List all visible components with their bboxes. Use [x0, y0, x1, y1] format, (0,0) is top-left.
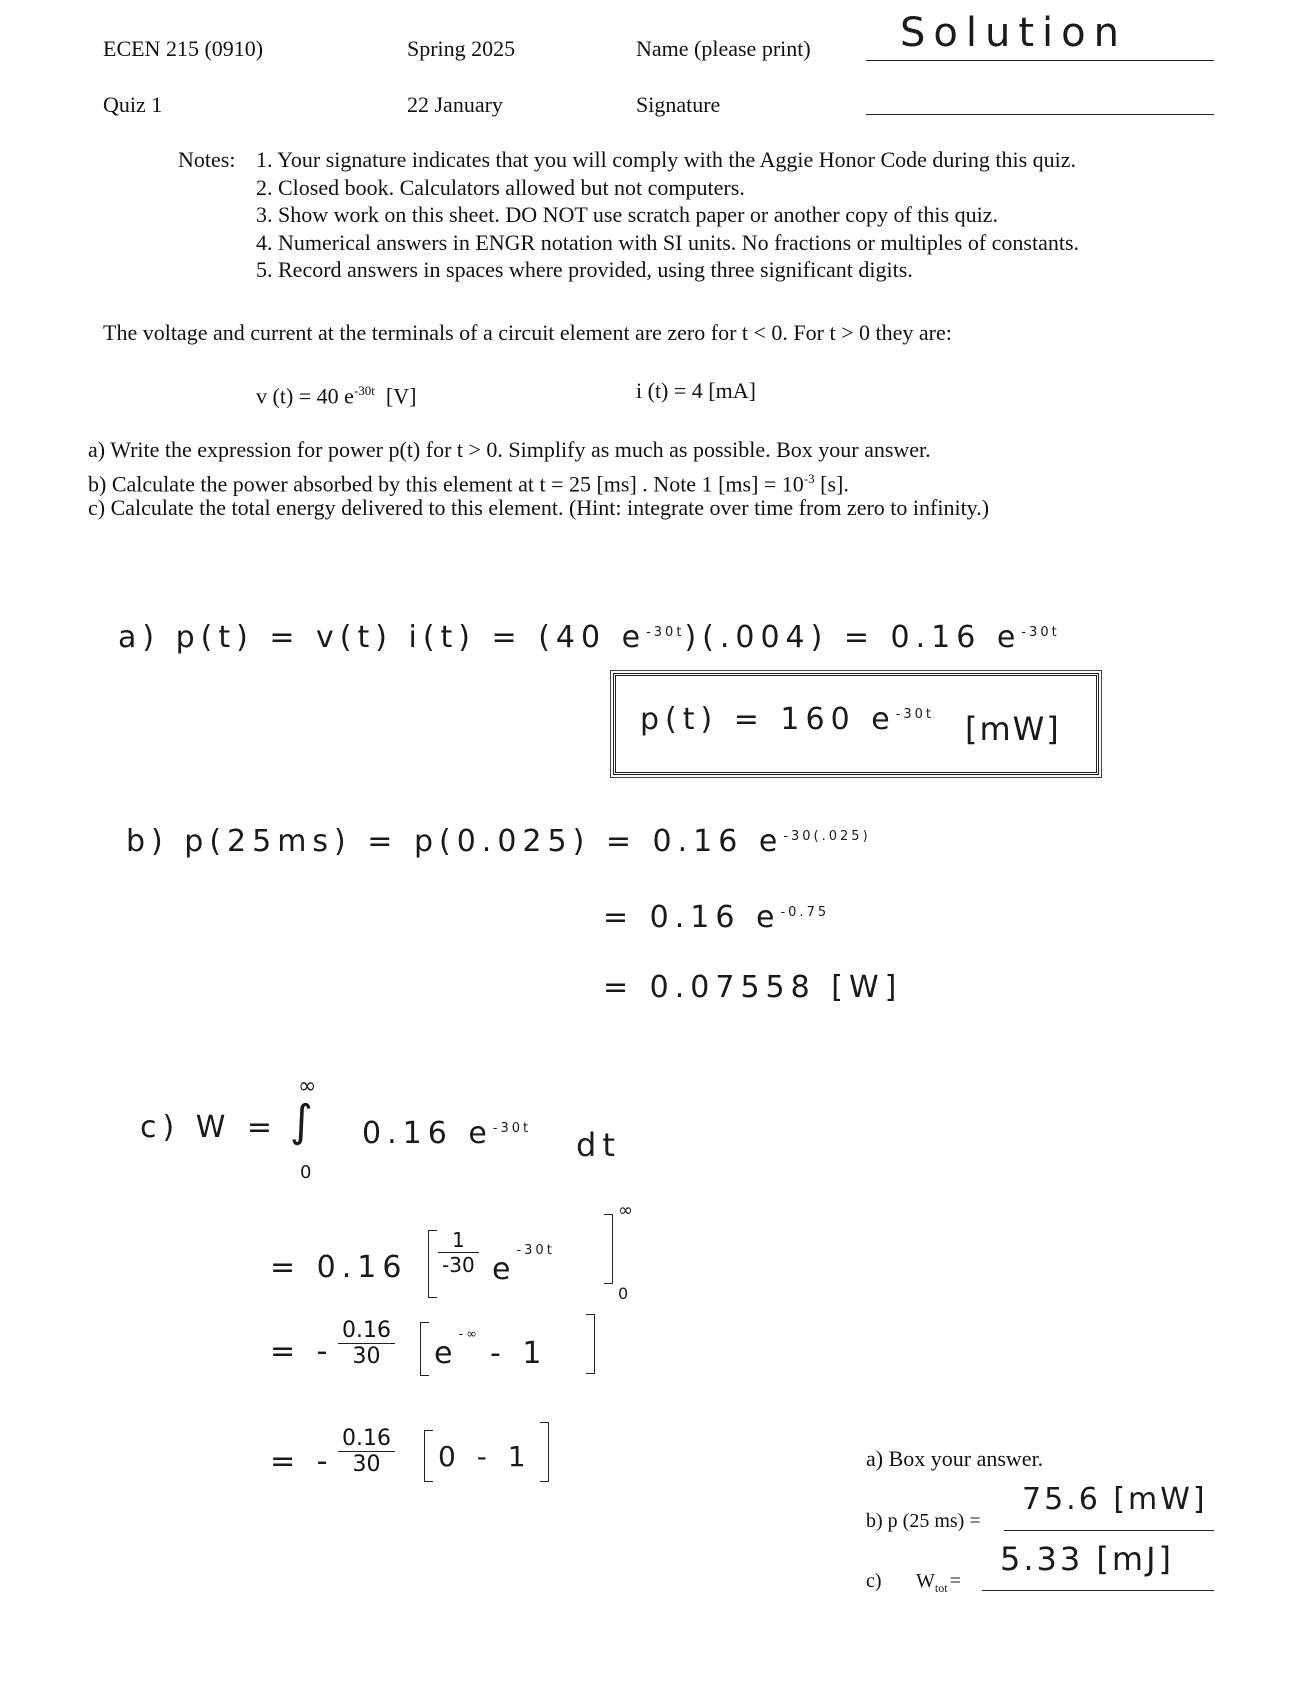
- work-a-exp: -30t: [646, 625, 685, 640]
- work-b-line1: [126, 824, 871, 859]
- note-item: 1. Your signature indicates that you will comply with the Aggie Honor Code during this quiz.: [256, 147, 1077, 172]
- integral-sign: ∫: [290, 1096, 313, 1147]
- answer-b-line: [1004, 1530, 1214, 1531]
- work-c-line2-pre: = 0.16: [270, 1250, 408, 1285]
- answer-a-label: a) Box your answer.: [866, 1446, 1044, 1471]
- voltage-base: v (t) = 40 e: [256, 383, 354, 409]
- work-b-line2-exp: -0.75: [780, 905, 830, 920]
- work-b-lhs: b) p(25ms) = p(0.025) = 0.16 e: [126, 824, 784, 859]
- work-a-lhs: a) p(t) = v(t) i(t) = (40 e: [118, 620, 647, 655]
- work-a-mid: )(.004) = 0.16 e: [684, 620, 1022, 655]
- work-c-line4-body: 0 - 1: [438, 1440, 532, 1473]
- part-b-post: [s].: [814, 471, 849, 497]
- signature-label: Signature: [636, 92, 721, 117]
- quiz-number: Quiz 1: [103, 92, 163, 117]
- course-code: ECEN 215 (0910): [103, 36, 264, 61]
- work-c-line3-pre: = -: [270, 1334, 334, 1369]
- work-b-line2-base: = 0.16 e: [603, 900, 781, 935]
- note-item: 5. Record answers in spaces where provided, using three significant digits.: [256, 257, 913, 282]
- work-c-line2-e: [492, 1243, 555, 1287]
- work-c-integrand-exp: -30t: [492, 1121, 532, 1136]
- integral-upper-limit: ∞: [298, 1074, 317, 1099]
- work-c-line3-body: [434, 1327, 548, 1371]
- notes-list: [256, 146, 1079, 284]
- work-c-line2-upper: ∞: [618, 1200, 633, 1221]
- answer-c-w: W: [916, 1570, 935, 1592]
- work-c-line3-tail: - 1: [490, 1336, 548, 1371]
- semester: Spring 2025: [407, 36, 516, 61]
- answer-c-equals: =: [949, 1570, 961, 1592]
- answer-b-label: b) p (25 ms) =: [866, 1510, 981, 1532]
- answer-c-label: c): [866, 1570, 882, 1592]
- name-value: Solution: [900, 10, 1127, 56]
- part-b-exponent: -3: [803, 471, 815, 486]
- current-expression: i (t) = 4 [mA]: [636, 378, 756, 403]
- work-c-line2-fraction: [438, 1228, 479, 1277]
- part-b-text: [88, 466, 849, 497]
- work-a-boxed: [640, 702, 934, 737]
- quiz-date: 22 January: [407, 92, 503, 117]
- integral-lower-limit: 0: [300, 1162, 312, 1183]
- work-c-line3-den: 30: [352, 1344, 381, 1369]
- answer-c-variable: [916, 1568, 961, 1601]
- work-c-line4-den: 30: [352, 1452, 381, 1477]
- work-c-line3-e: e: [434, 1336, 459, 1371]
- work-c-line4-num: 0.16: [338, 1426, 395, 1452]
- part-b-pre: b) Calculate the power absorbed by this element at t = 25 [ms] . Note 1 [ms] = 10: [88, 471, 804, 497]
- work-b-line3: = 0.07558 [W]: [603, 970, 903, 1005]
- work-c-line2-bracket-left: [428, 1230, 437, 1298]
- note-item: 3. Show work on this sheet. DO NOT use scratch paper or another copy of this quiz.: [256, 202, 998, 227]
- answer-c-line: [982, 1590, 1214, 1591]
- work-c-line4-pre: = -: [270, 1444, 334, 1479]
- name-label: Name (please print): [636, 36, 811, 61]
- work-c-line3-bracket-left: [420, 1322, 429, 1376]
- problem-statement: The voltage and current at the terminals of a circuit element are zero for t < 0. For t > 0 they are:: [103, 320, 952, 345]
- answer-b-value: 75.6 [mW]: [1022, 1482, 1208, 1517]
- work-c-line2-num: 1: [438, 1228, 479, 1253]
- note-item: 4. Numerical answers in ENGR notation with SI units. No fractions or multiples of constants.: [256, 229, 1080, 255]
- work-c-integrand: [362, 1116, 531, 1151]
- work-c-line2-bracket-right: [604, 1214, 613, 1284]
- work-a-boxed-exp: -30t: [895, 707, 935, 722]
- work-c-line2-exp: -30t: [516, 1243, 555, 1258]
- voltage-expression: [256, 378, 416, 409]
- work-c-line2-lower: 0: [618, 1284, 629, 1303]
- work-c-line3-fraction: [338, 1318, 395, 1369]
- notes-label: Notes:: [178, 147, 236, 172]
- work-a-boxed-base: p(t) = 160 e: [640, 702, 896, 737]
- work-c-line4-bracket-right: [540, 1422, 549, 1482]
- part-a-text: a) Write the expression for power p(t) for t > 0. Simplify as much as possible. Box your answer.: [88, 437, 931, 462]
- work-b-line2: [603, 900, 829, 935]
- note-item: 2. Closed book. Calculators allowed but not computers.: [256, 174, 745, 200]
- work-c-line4-fraction: [338, 1426, 395, 1477]
- name-line: [866, 60, 1214, 61]
- work-c-dt: dt: [576, 1126, 621, 1164]
- voltage-unit: [V]: [385, 383, 417, 409]
- work-a-exp2: -30t: [1021, 625, 1060, 640]
- work-a-boxed-unit: [mW]: [965, 710, 1061, 748]
- signature-line: [866, 114, 1214, 115]
- answer-c-subscript: tot: [934, 1581, 948, 1595]
- voltage-exponent: -30t: [353, 383, 375, 398]
- work-c-line3-exp: -∞: [458, 1327, 480, 1342]
- work-b-exp: -30(.025): [783, 829, 871, 844]
- work-c-lhs: c) W =: [140, 1110, 279, 1145]
- part-c-text: c) Calculate the total energy delivered to this element. (Hint: integrate over time from zero to infinity.): [88, 495, 990, 520]
- work-c-line3-bracket-right: [586, 1314, 595, 1374]
- work-a-line1: [118, 620, 1060, 655]
- work-c-line4-bracket-left: [424, 1430, 433, 1482]
- answer-c-value: 5.33 [mJ]: [1000, 1540, 1174, 1578]
- work-c-line2-e-base: e: [492, 1252, 517, 1287]
- work-c-line2-den: -30: [442, 1253, 475, 1277]
- work-c-line3-num: 0.16: [338, 1318, 395, 1344]
- work-c-integrand-base: 0.16 e: [362, 1116, 493, 1151]
